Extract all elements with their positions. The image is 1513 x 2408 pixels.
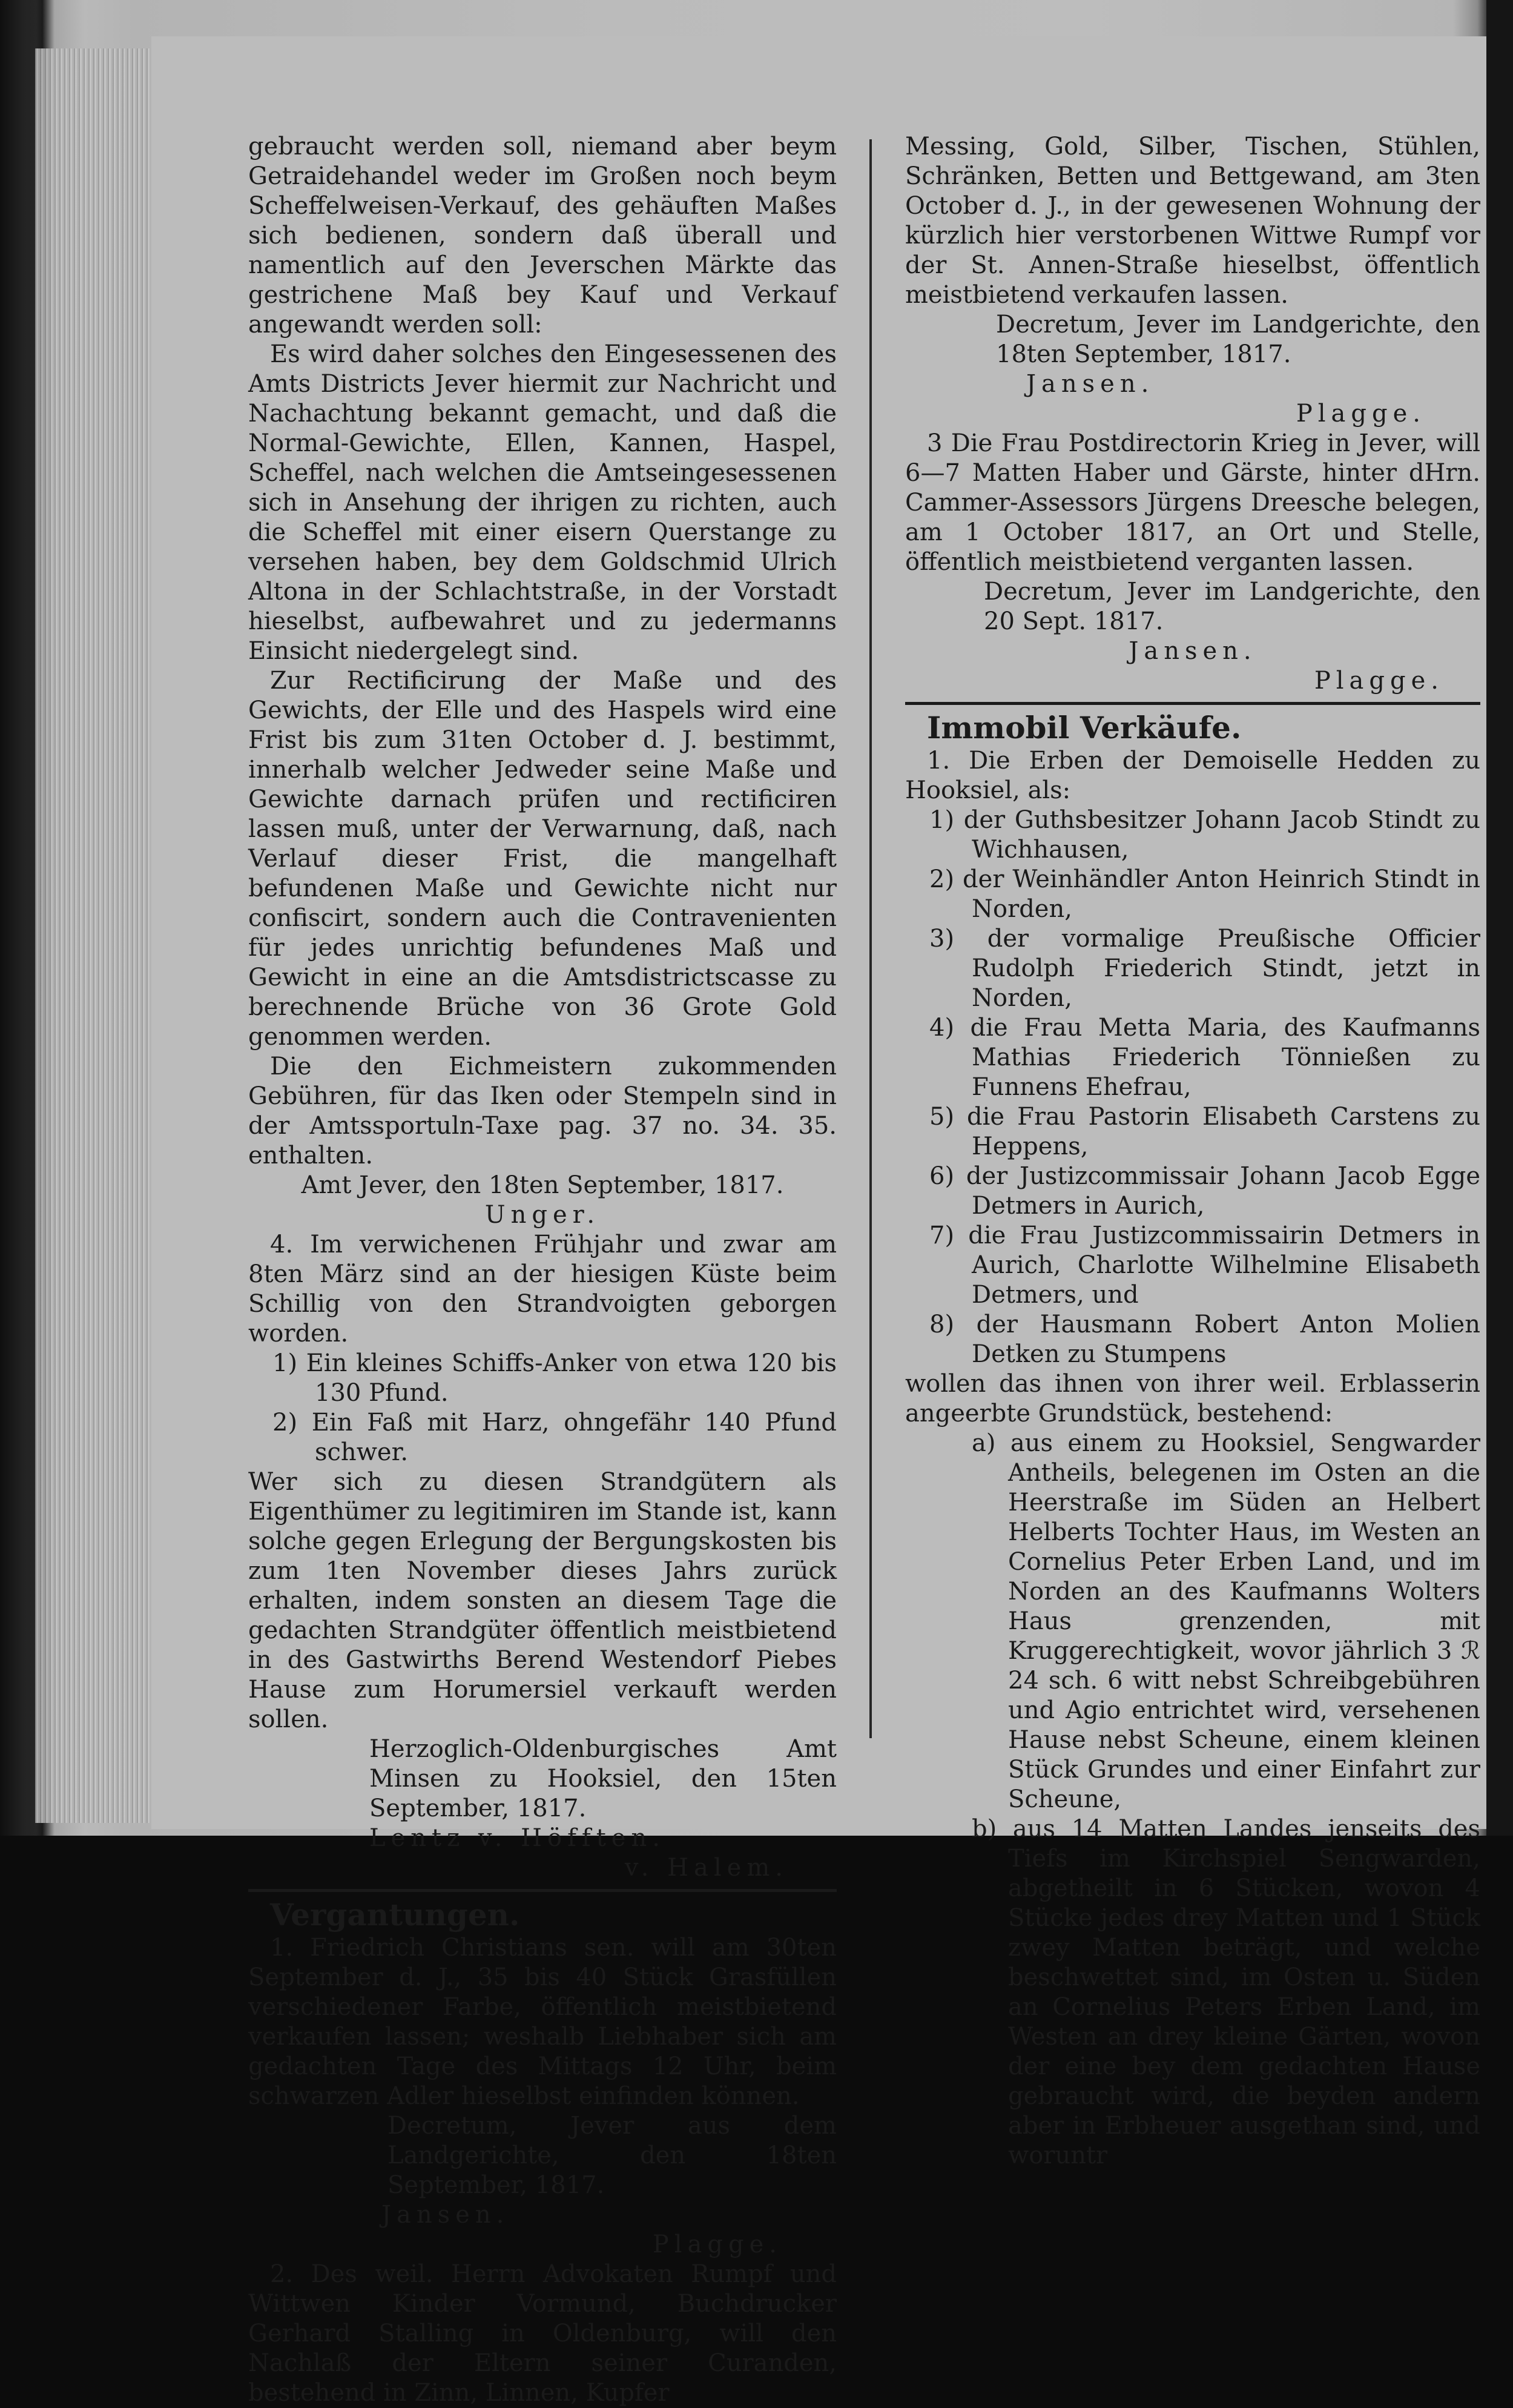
paragraph: wollen das ihnen von ihrer weil. Erblasserin angeerbte Grundstück, bestehend: — [905, 1370, 1480, 1427]
paragraph: Die den Eichmeistern zukommenden Gebühren, für das Iken oder Stempeln sind in der Amtssportuln-Taxe pag. 37 no. 34. 35. enthalten. — [248, 1053, 837, 1169]
signature: v. Halem. — [624, 1854, 788, 1882]
signature: Jansen. — [1026, 370, 1155, 398]
decree-line: Decretum, Jever im Landgerichte, den 18ten September, 1817. — [996, 311, 1480, 368]
paragraph: Wer sich zu diesen Strandgütern als Eigenthümer zu legitimiren im Stande ist, kann solche gegen Erlegung der Bergungskosten bis zum 1ten November dieses Jahrs zurück erhalten, indem sonsten an diesem Tage die gedachten Strandgüter öffentlich meistbietend in des Gastwirths Berend Westendorf Piebes Hause zum Horumersiel verkauft werden sollen. — [248, 1468, 837, 1733]
signature: Plagge. — [652, 2231, 782, 2258]
list-item: 7) die Frau Justizcommissairin Detmers in Aurich, Charlotte Wilhelmine Elisabeth Detmers, und — [929, 1222, 1480, 1309]
signature: Plagge. — [1314, 667, 1444, 695]
signature: Unger. — [484, 1201, 601, 1229]
signature: Plagge. — [1296, 400, 1426, 428]
paragraph: 4. Im verwichenen Frühjahr und zwar am 8ten März sind an der hiesigen Küste beim Schillig von den Strandvoigten geborgen worden. — [248, 1231, 837, 1348]
right-column — [905, 132, 1480, 2171]
list-item: 1) Ein kleines Schiffs-Anker von etwa 120 bis 130 Pfund. — [272, 1349, 837, 1407]
section-heading: Immobil Verkäufe. — [927, 710, 1242, 746]
paragraph: Zur Rectificirung der Maße und des Gewichts, der Elle und des Haspels wird eine Frist bis zum 31ten October d. J. bestimmt, innerhalb welcher Jedweder seine Maße und Gewichte darnach prüfen und rectificiren lassen muß, unter der Verwarnung, daß, nach Verlauf dieser Frist, die mangelhaft befundenen Maße und Gewichte nicht nur confiscirt, sondern auch die Contravenienten für jedes unrichtig befundenes Maß und Gewicht in eine an die Amtsdistrictscasse zu berechnende Brüche von 36 Grote Gold genommen werden. — [248, 667, 837, 1051]
section-rule — [248, 1889, 837, 1892]
paragraph: Es wird daher solches den Eingesessenen des Amts Districts Jever hiermit zur Nachricht und Nachachtung bekannt gemacht, und daß die Normal-Gewichte, Ellen, Kannen, Haspel, Scheffel, nach welchen die Amtseingesessenen sich in Ansehung der ihrigen zu richten, auch die Scheffel mit einer eisern Querstange zu versehen haben, bey dem Goldschmid Ulrich Altona in der Schlachtstraße, in der Vorstadt hieselbst, aufbewahret und zu jedermanns Einsicht niedergelegt sind. — [248, 340, 837, 665]
paragraph: 1. Friedrich Christians sen. will am 30ten September d. J., 35 bis 40 Stück Grasfüllen verschiedener Farbe, öffentlich meistbietend verkaufen lassen; weshalb Liebhaber sich am gedachten Tage des Mittags 12 Uhr, beim schwarzen Adler hieselbst einfinden können. — [248, 1934, 837, 2110]
paragraph: 2. Des weil. Herrn Advokaten Rumpf und Wittwen Kinder Vormund, Buchdrucker Gerhard Stalling in Oldenburg, will den Nachlaß der Eltern seiner Curanden, bestehend in Zinn, Linnen, Kupfer — [248, 2260, 837, 2407]
paragraph: 1. Die Erben der Demoiselle Hedden zu Hooksiel, als: — [905, 747, 1480, 804]
list-item: b) aus 14 Matten Landes jenseits des Tiefs im Kirchspiel Sengwarden, abgetheilt in 6 Stücken, wovon 4 Stücke jedes drey Matten und 1 Stück zwey Matten beträgt, und welche beschwettet sind, im Osten u. Süden an Cornelius Peters Erben Land, im Westen an drey kleine Gärten, wovon der eine bey dem gedachten Hause gebraucht wird, die beyden andern aber in Erbheuer ausgethan sind, und woruntr — [972, 1815, 1480, 2169]
list-item: 6) der Justizcommissair Johann Jacob Egge Detmers in Aurich, — [929, 1162, 1480, 1220]
list-item: 2) Ein Faß mit Harz, ohngefähr 140 Pfund schwer. — [272, 1409, 837, 1466]
list-item: 3) der vormalige Preußische Officier Rudolph Friederich Stindt, jetzt in Norden, — [929, 925, 1480, 1012]
paragraph: 3 Die Frau Postdirectorin Krieg in Jever, will 6—7 Matten Haber und Gärste, hinter dHrn. Cammer-Assessors Jürgens Dreesche belegen, am 1 October 1817, an Ort und Stelle, öffentlich meistbietend verganten lassen. — [905, 429, 1480, 576]
decree-line: Decretum, Jever im Landgerichte, den 20 Sept. 1817. — [984, 578, 1480, 635]
left-column — [248, 132, 837, 2408]
signature: Lentz v. Höfften. — [369, 1824, 665, 1852]
list-item: 2) der Weinhändler Anton Heinrich Stindt in Norden, — [929, 865, 1480, 923]
decree-line: Decretum, Jever aus dem Landgerichte, den 18ten September, 1817. — [387, 2112, 837, 2199]
date-line: Amt Jever, den 18ten September, 1817. — [301, 1171, 784, 1199]
section-heading: Vergantungen. — [270, 1897, 520, 1933]
page-edges — [35, 48, 150, 1823]
list-item: 5) die Frau Pastorin Elisabeth Carstens zu Heppens, — [929, 1103, 1480, 1160]
list-item: a) aus einem zu Hooksiel, Sengwarder Antheils, belegenen im Osten an die Heerstraße im Süden an Helbert Helberts Tochter Haus, im Westen an Cornelius Peter Erben Land, und im Norden an des Kaufmanns Wolters Haus grenzenden, mit Kruggerechtigkeit, wovor jährlich 3 ℛ 24 sch. 6 witt nebst Schreibgebühren und Agio entrichtet wird, versehenen Hause nebst Scheune, einem kleinen Stück Grundes und einer Einfahrt zur Scheune, — [972, 1429, 1480, 1813]
column-divider — [869, 139, 872, 1738]
signature: Jansen. — [381, 2201, 510, 2229]
authority-line: Herzoglich-Oldenburgisches Amt Minsen zu Hooksiel, den 15ten September, 1817. — [369, 1735, 837, 1822]
paragraph: Messing, Gold, Silber, Tischen, Stühlen, Schränken, Betten und Bettgewand, am 3ten October d. J., in der gewesenen Wohnung der kürzlich hier verstorbenen Wittwe Rumpf vor der St. Annen-Straße hieselbst, öffentlich meistbietend verkaufen lassen. — [905, 133, 1480, 309]
signature: Jansen. — [1129, 637, 1257, 665]
list-item: 1) der Guthsbesitzer Johann Jacob Stindt zu Wichhausen, — [929, 806, 1480, 864]
list-item: 8) der Hausmann Robert Anton Molien Detken zu Stumpens — [929, 1311, 1480, 1368]
list-item: 4) die Frau Metta Maria, des Kaufmanns Mathias Friederich Tönnießen zu Funnens Ehefrau, — [929, 1014, 1480, 1101]
section-rule — [905, 702, 1480, 705]
right-edge — [1486, 0, 1513, 1836]
paragraph: gebraucht werden soll, niemand aber beym Getraidehandel weder im Großen noch beym Scheffelweisen-Verkauf, des gehäuften Maßes sich bedienen, sondern daß überall und namentlich auf den Jeverschen Märkte das gestrichene Maß bey Kauf und Verkauf angewandt werden soll: — [248, 133, 837, 339]
